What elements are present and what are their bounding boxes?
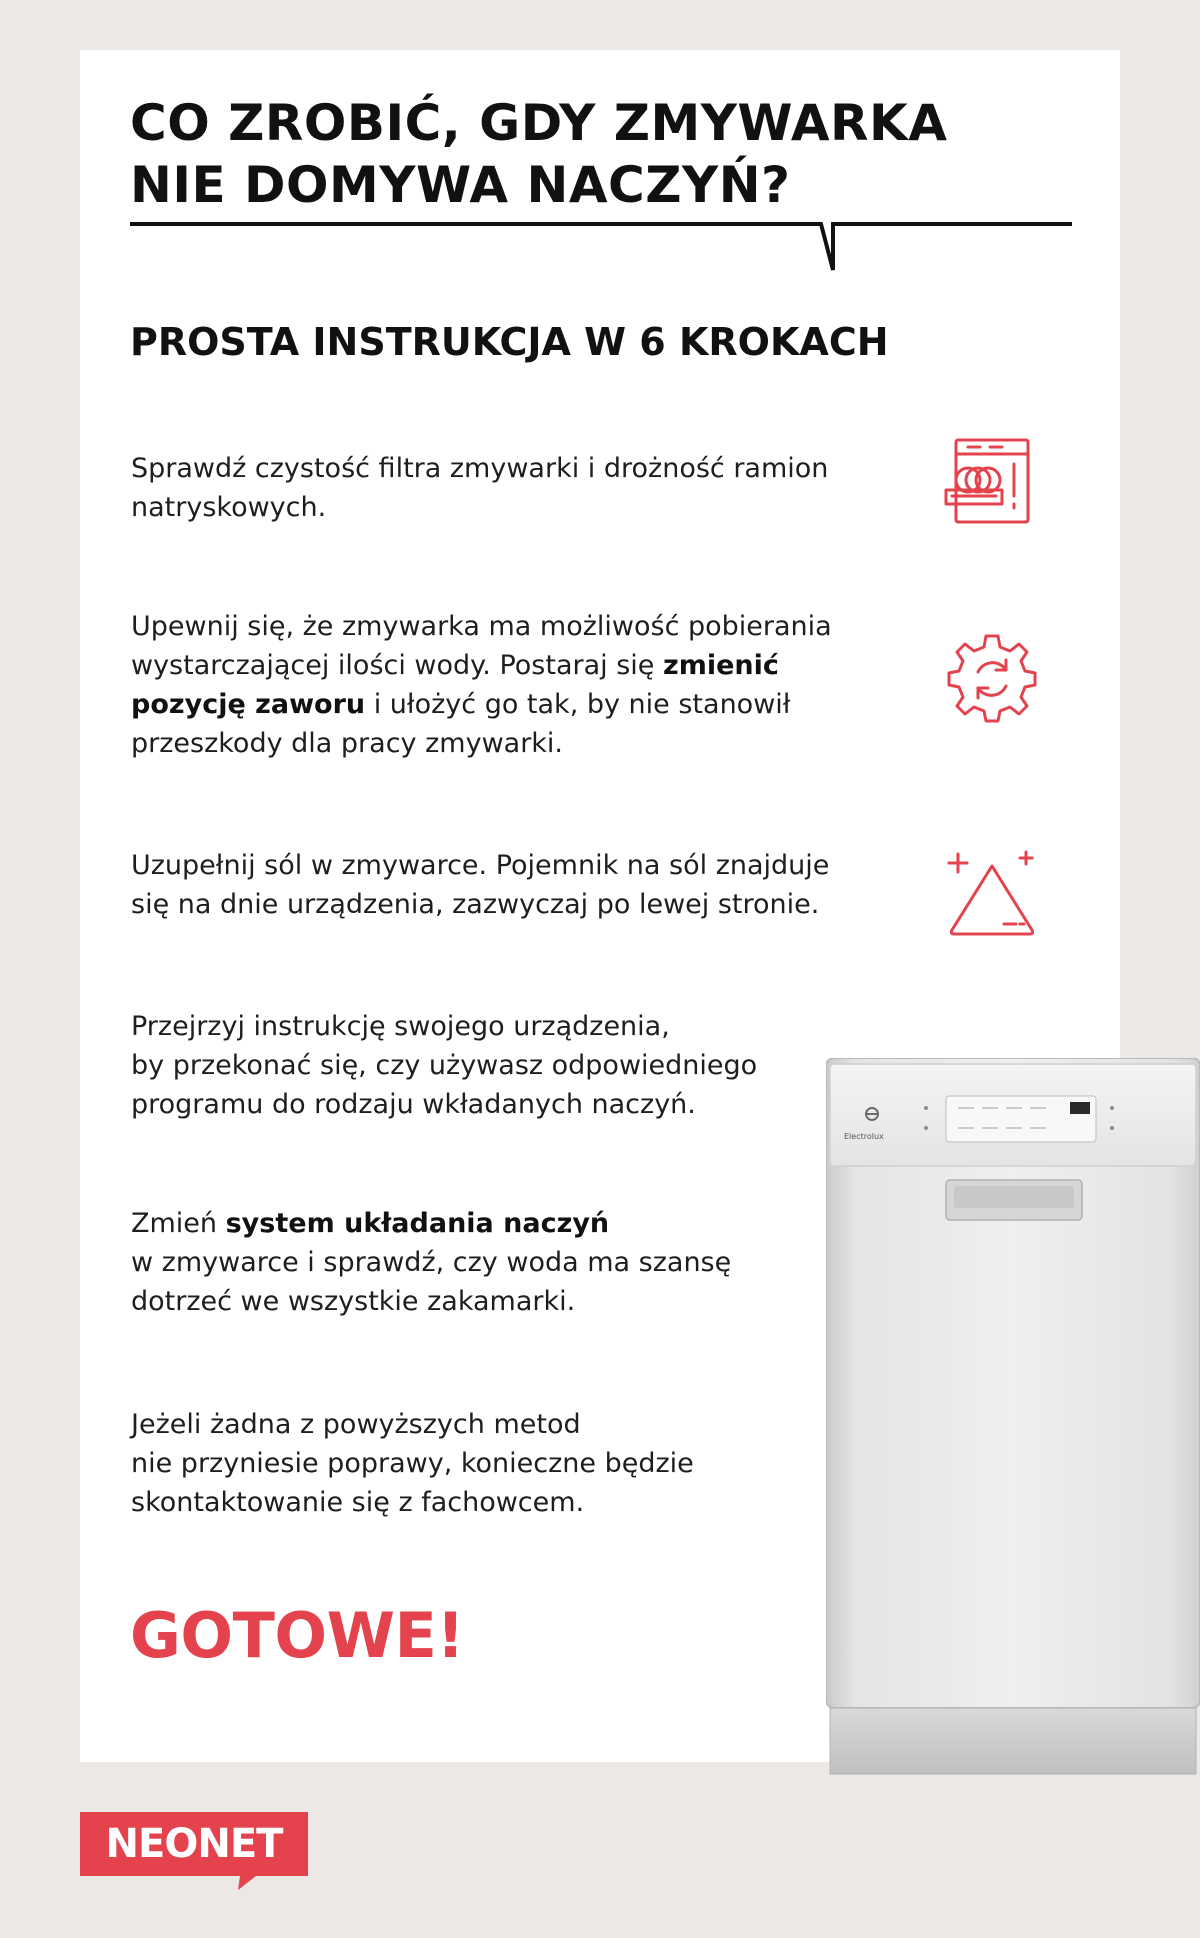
step-4-line-1: Przejrzyj instrukcję swojego urządzenia, (131, 1011, 670, 1042)
step-2 (131, 607, 832, 763)
step-6 (131, 1405, 694, 1522)
dishwasher-image (826, 1058, 1200, 1776)
step-5 (131, 1204, 731, 1321)
title-line-1: CO ZROBIĆ, GDY ZMYWARKA (130, 94, 948, 152)
step-5-line-2: w zmywarce i sprawdź, czy woda ma szansę (131, 1247, 732, 1278)
step-2-line-2 (131, 646, 832, 685)
salt-sparkle-icon (944, 848, 1040, 944)
step-2-text: wystarczającej ilości wody. Postaraj się (131, 650, 663, 681)
step-6-line-3: skontaktowanie się z fachowcem. (131, 1487, 585, 1518)
step-2-emphasis: zmienić (663, 650, 779, 681)
dishwasher-brand-label: Electrolux (844, 1132, 884, 1141)
gear-refresh-icon (944, 630, 1040, 726)
step-4 (131, 1007, 757, 1124)
step-2-line-1: Upewnij się, że zmywarka ma możliwość pobierania (131, 611, 832, 642)
speech-bubble-divider (130, 210, 1072, 280)
logo-text: NEONET (105, 1821, 283, 1867)
subtitle: PROSTA INSTRUKCJA W 6 KROKACH (130, 320, 889, 364)
step-4-line-2: by przekonać się, czy używasz odpowiedniego (131, 1050, 758, 1081)
title-line-2: NIE DOMYWA NACZYŃ? (130, 156, 791, 214)
step-1 (131, 449, 828, 527)
step-5-line-1 (131, 1204, 731, 1243)
step-2-line-3 (131, 685, 832, 724)
step-1-line-2: natryskowych. (131, 492, 327, 523)
step-2-text-2: i ułożyć go tak, by nie stanowił (365, 689, 791, 720)
step-5-text: Zmień (131, 1208, 226, 1239)
step-2-emphasis-2: pozycję zaworu (131, 689, 366, 720)
page-title (130, 92, 1070, 216)
step-4-line-3: programu do rodzaju wkładanych naczyń. (131, 1089, 696, 1120)
neonet-logo (80, 1812, 308, 1890)
done-label: GOTOWE! (130, 1599, 465, 1672)
step-6-line-1: Jeżeli żadna z powyższych metod (131, 1409, 581, 1440)
step-3-line-2: się na dnie urządzenia, zazwyczaj po lewej stronie. (131, 889, 820, 920)
step-5-emphasis: system układania naczyń (225, 1208, 610, 1239)
step-3 (131, 846, 829, 924)
step-5-line-3: dotrzeć we wszystkie zakamarki. (131, 1286, 576, 1317)
dishwasher-icon (942, 434, 1038, 530)
step-3-line-1: Uzupełnij sól w zmywarce. Pojemnik na sól znajduje (131, 850, 830, 881)
step-2-line-4: przeszkody dla pracy zmywarki. (131, 728, 564, 759)
step-6-line-2: nie przyniesie poprawy, konieczne będzie (131, 1448, 694, 1479)
step-1-line-1: Sprawdź czystość filtra zmywarki i drożność ramion (131, 453, 829, 484)
